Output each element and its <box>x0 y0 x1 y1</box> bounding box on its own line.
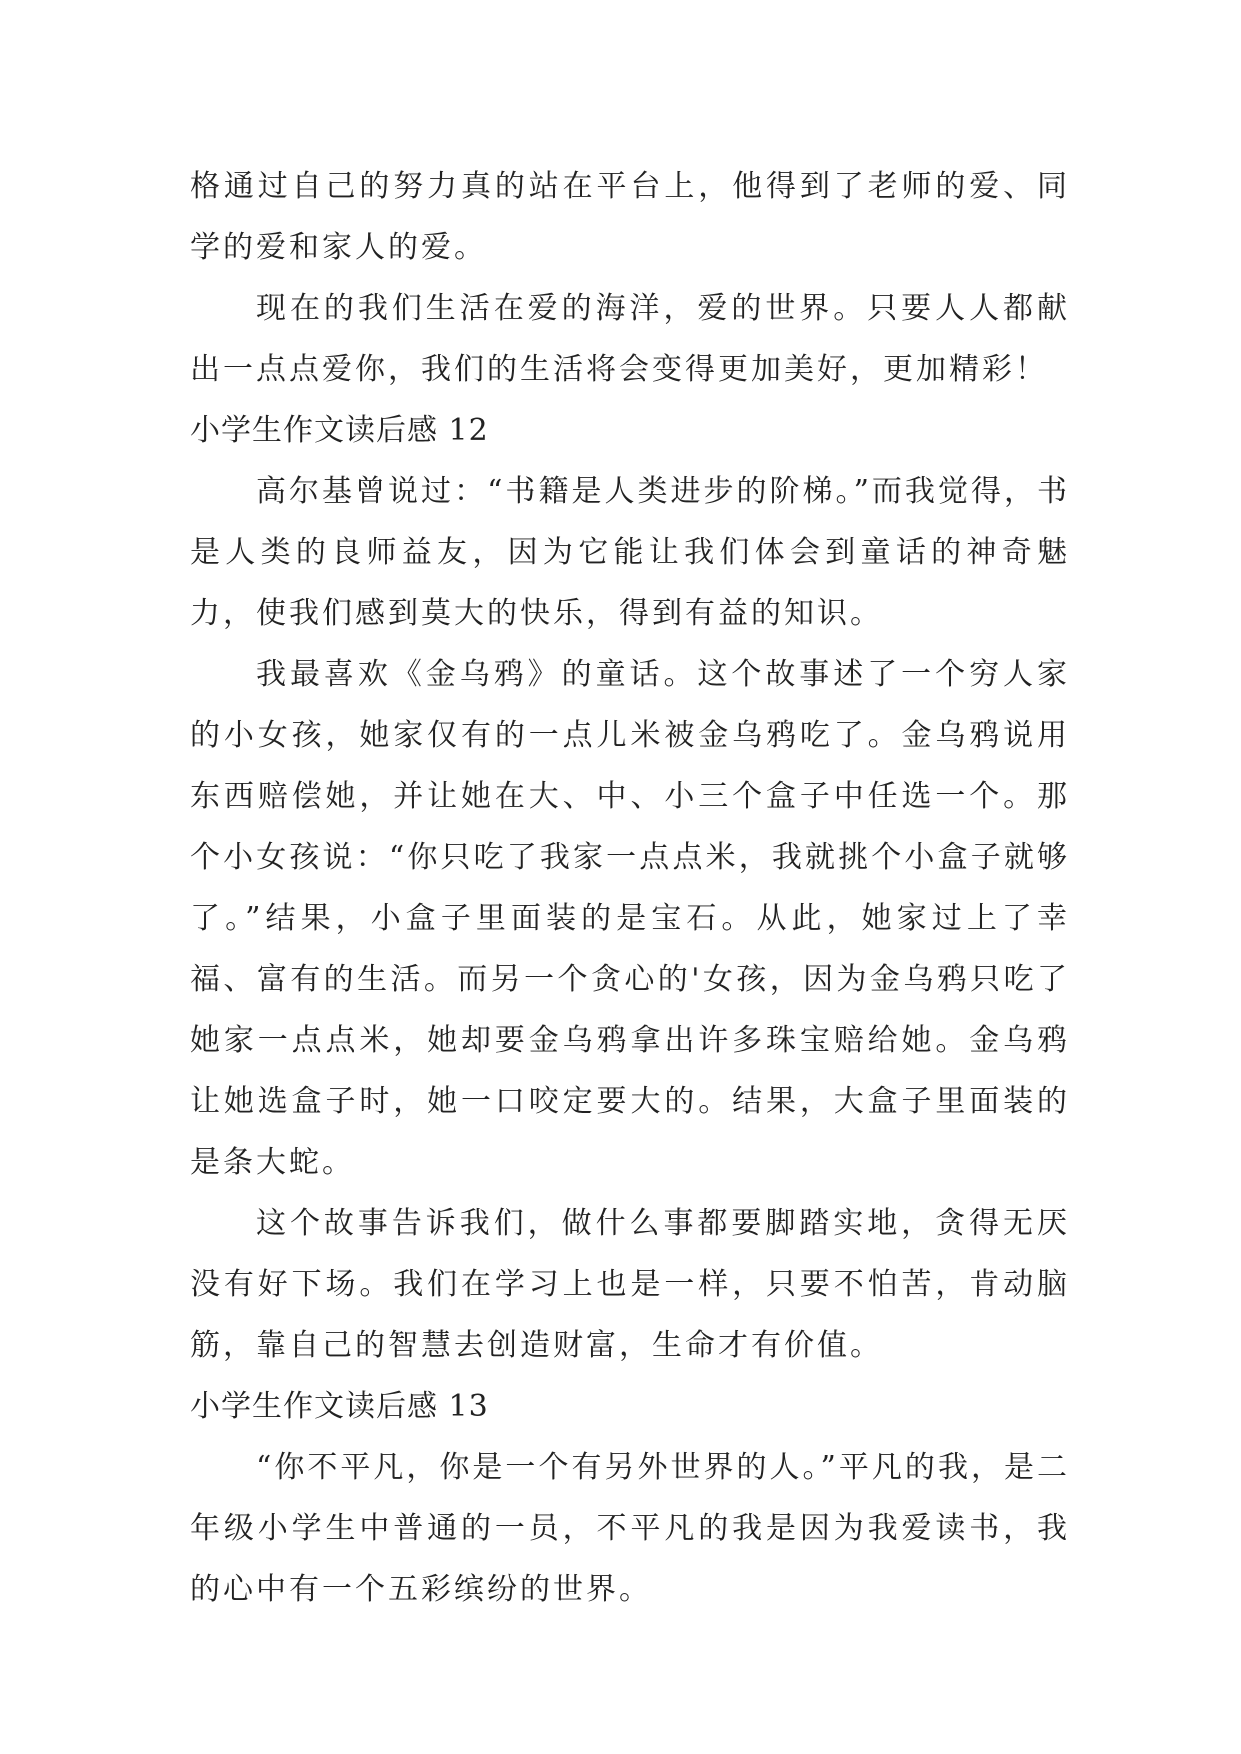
paragraph-gorky-quote: 高尔基曾说过：“书籍是人类进步的阶梯。”而我觉得，书是人类的良师益友，因为它能让我们体会到童话的神奇魅力，使我们感到莫大的快乐，得到有益的知识。 <box>190 474 1070 631</box>
paragraph-golden-crow-story: 我最喜欢《金乌鸦》的童话。这个故事述了一个穷人家的小女孩，她家仅有的一点儿米被金乌鸦吃了。金乌鸦说用东西赔偿她，并让她在大、中、小三个盒子中任选一个。那个小女孩说：“你只吃了我家一点点米，我就挑个小盒子就够了。”结果，小盒子里面装的是宝石。从此，她家过上了幸福、富有的生活。而另一个贪心的'女孩，因为金乌鸦只吃了她家一点点米，她却要金乌鸦拿出许多珠宝赔给她。金乌鸦让她选盒子时，她一口咬定要大的。结果，大盒子里面装的是条大蛇。 <box>190 657 1070 1180</box>
document-body <box>190 156 1070 1620</box>
paragraph-continuation: 格通过自己的努力真的站在平台上，他得到了老师的爱、同学的爱和家人的爱。 <box>190 169 1070 265</box>
section-heading-13: 小学生作文读后感 13 <box>190 1389 489 1424</box>
paragraph-story-lesson: 这个故事告诉我们，做什么事都要脚踏实地，贪得无厌没有好下场。我们在学习上也是一样，只要不怕苦，肯动脑筋，靠自己的智慧去创造财富，生命才有价值。 <box>190 1206 1070 1363</box>
paragraph-love-world: 现在的我们生活在爱的海洋，爱的世界。只要人人都献出一点点爱你，我们的生活将会变得更加美好，更加精彩！ <box>190 291 1070 387</box>
paragraph-not-ordinary: “你不平凡，你是一个有另外世界的人。”平凡的我，是二年级小学生中普通的一员，不平凡的我是因为我爱读书，我的心中有一个五彩缤纷的世界。 <box>190 1450 1070 1607</box>
section-heading-12: 小学生作文读后感 12 <box>190 413 489 448</box>
